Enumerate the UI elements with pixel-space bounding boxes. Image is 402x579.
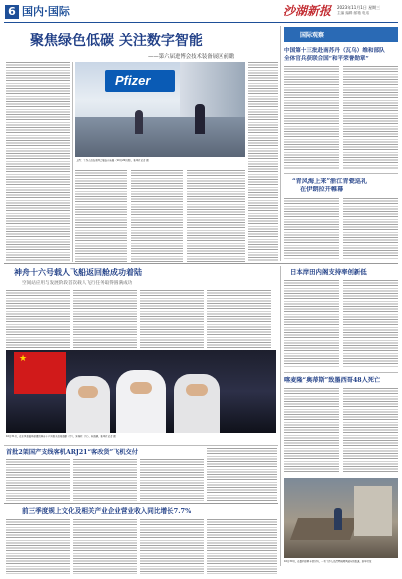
page-number-badge: 6 [5, 5, 19, 19]
bottom-rule-2 [4, 503, 278, 504]
culture-headline: 前三季度规上文化及相关产业企业营业收入同比增长7.7% [22, 507, 192, 515]
space-continued-col [207, 448, 277, 501]
mid-rule [4, 263, 398, 264]
astronaut-left [66, 376, 110, 433]
main-photo-caption: 上图：工作人员在进博会展馆内布展（10月26日摄）。新华社记者 摄 [76, 159, 149, 162]
right-article-4-body-a [284, 388, 339, 474]
main-photo [75, 62, 245, 157]
main-body-col5 [248, 62, 278, 262]
worker-figure [195, 104, 205, 134]
masthead [0, 0, 402, 24]
space-subhead: 空间站应用与发展阶段首次载人飞行任务取得圆满成功 [22, 281, 133, 286]
section-title: 国内·国际 [22, 5, 70, 18]
worker-figure [135, 110, 143, 134]
arj21-headline: 首批2架国产支线客机ARJ21“客改货”飞机交付 [6, 449, 138, 456]
arj21-body-col2 [73, 459, 137, 501]
sidebar-banner-text: 国际观察 [300, 32, 325, 39]
right-headline-2a: “青风海上来”浙江青瓷巡礼 [292, 178, 368, 185]
arj21-body-col3 [140, 459, 204, 501]
right-rule-3 [284, 372, 398, 373]
debris [290, 518, 358, 540]
space-body-col3 [140, 290, 204, 350]
hurricane-photo [284, 478, 398, 558]
astronaut-center [116, 370, 166, 433]
arj21-body-col1 [6, 459, 70, 501]
culture-body-col4 [207, 519, 277, 574]
right-article-2-body-b [343, 198, 398, 260]
astronaut-photo [6, 350, 276, 433]
editor-info: 主编 编辑 邮箱 电话 [337, 11, 370, 15]
building [354, 486, 392, 536]
right-headline-2b: 在伊朗拉开帷幕 [300, 186, 344, 193]
bottom-rule-1 [4, 445, 278, 446]
right-rule-1 [284, 173, 398, 174]
main-subhead: ——第六届进博会技术装备展区前瞻 [148, 54, 235, 60]
culture-body-col2 [73, 519, 137, 574]
right-article-4-body-b [343, 388, 398, 474]
booth-floor [75, 117, 245, 157]
col-divider [72, 62, 73, 262]
worker-figure [334, 508, 342, 530]
main-headline: 聚焦绿色低碳 关注数字智能 [30, 33, 203, 49]
right-article-1-body-b [343, 66, 398, 170]
right-article-3-body-a [284, 280, 339, 368]
hurricane-photo-caption: 10月30日，在墨西哥阿卡普尔科，一名工作人员清理被飓风破坏的街道。新华社发 [284, 560, 372, 563]
right-headline-3: 日本岸田内阁支持率创新低 [290, 268, 367, 276]
main-body-col2 [75, 170, 127, 262]
right-article-2-body-a [284, 198, 339, 260]
main-body-col1 [6, 62, 70, 262]
helmet-visor [186, 384, 208, 396]
lower-sidebar-divider [280, 266, 281, 566]
helmet-visor [130, 382, 152, 394]
astronaut-right [174, 374, 220, 433]
main-body-col3 [131, 170, 183, 262]
paper-logo: 沙湖新报 [283, 4, 332, 18]
culture-body-col3 [140, 519, 204, 574]
flag-star: ★ [19, 354, 28, 364]
space-body-col2 [73, 290, 137, 350]
right-article-1-body-a [284, 66, 339, 170]
right-headline-1b: 全体官兵获联合国“和平荣誉勋章” [284, 56, 369, 62]
helmet-visor [78, 386, 98, 398]
right-article-3-body-b [343, 280, 398, 368]
culture-body-col1 [6, 519, 70, 574]
space-headline: 神舟十六号载人飞船返回舱成功着陆 [14, 267, 142, 277]
right-headline-1a: 中国第十三批赴南苏丹（瓦乌）维和部队 [284, 48, 385, 54]
space-body-col1 [6, 290, 70, 350]
space-body-col4 [207, 290, 271, 350]
astronaut-photo-caption: 10月31日，在东风着陆场拍摄的神舟十六号航天员景海鹏（中）、朱杨柱（左）、桂海潮。新华社记者 摄 [6, 435, 116, 438]
right-headline-4: 喀麦隆“奥蒂斯”致墨西哥48人死亡 [284, 377, 381, 384]
sidebar-divider [280, 26, 281, 261]
booth-logo-text: Pfizer [115, 73, 151, 88]
issue-date: 2023年11月1日 星期三 [337, 5, 381, 10]
masthead-rule [4, 22, 398, 23]
main-body-col4 [187, 170, 245, 262]
